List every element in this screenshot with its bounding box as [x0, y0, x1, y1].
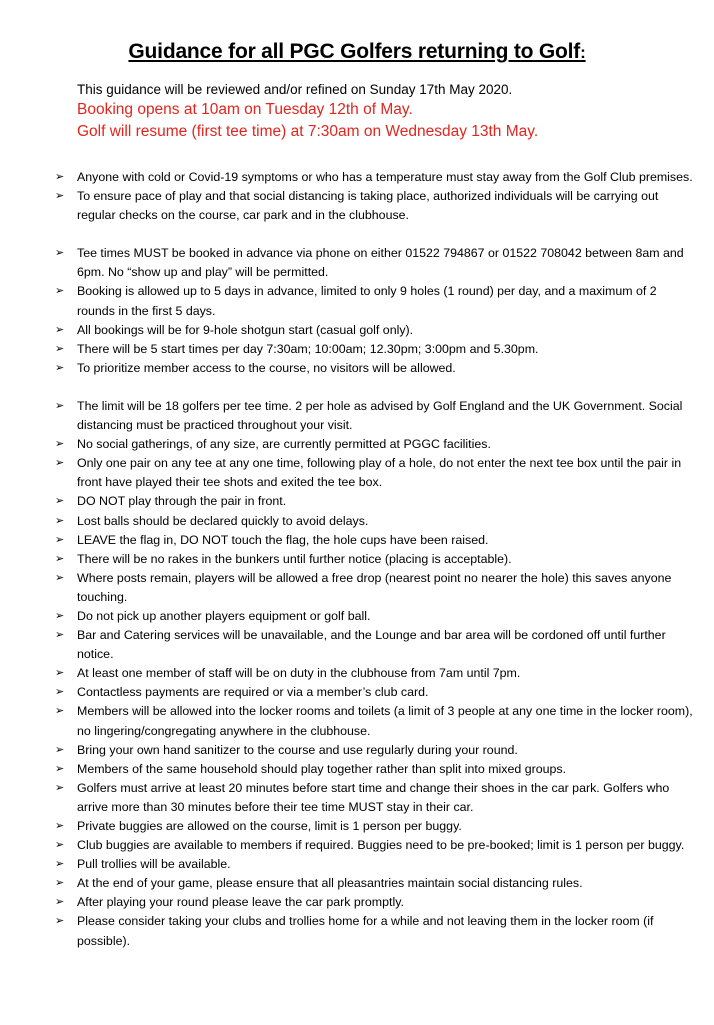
group-spacer — [55, 225, 695, 244]
guidance-item — [55, 607, 695, 626]
arrow-bullet-icon: ➢ — [55, 285, 65, 298]
guidance-item-text: Bar and Catering services will be unavailable, and the Lounge and bar area will be cordoned off until further notice. — [77, 628, 666, 662]
guidance-item-text: Please consider taking your clubs and trollies home for a while and not leaving them in the locker room (if possible). — [77, 914, 654, 948]
guidance-item-text: Contactless payments are required or via a member’s club card. — [77, 685, 429, 700]
guidance-item — [55, 817, 695, 836]
arrow-bullet-icon: ➢ — [55, 247, 65, 260]
guidance-item — [55, 626, 695, 664]
review-note: This guidance will be reviewed and/or refined on Sunday 17th May 2020. — [77, 82, 513, 97]
arrow-bullet-icon: ➢ — [55, 629, 65, 642]
guidance-item-text: To prioritize member access to the course, no visitors will be allowed. — [77, 360, 456, 375]
arrow-bullet-icon: ➢ — [55, 609, 65, 622]
arrow-bullet-icon: ➢ — [55, 552, 65, 565]
guidance-item-text: There will be no rakes in the bunkers until further notice (placing is acceptable). — [77, 551, 512, 566]
arrow-bullet-icon: ➢ — [55, 667, 65, 680]
guidance-item — [55, 664, 695, 683]
guidance-list — [55, 168, 695, 951]
group-spacer — [55, 378, 695, 397]
guidance-item — [55, 550, 695, 569]
guidance-item — [55, 359, 695, 378]
arrow-bullet-icon: ➢ — [55, 171, 65, 183]
arrow-bullet-icon: ➢ — [55, 495, 65, 508]
arrow-bullet-icon: ➢ — [55, 399, 65, 412]
guidance-item-text: No social gatherings, of any size, are currently permitted at PGGC facilities. — [77, 437, 491, 452]
guidance-item — [55, 492, 695, 511]
guidance-item — [55, 454, 695, 492]
guidance-item — [55, 741, 695, 760]
guidance-item — [55, 282, 695, 320]
page-title-text: Guidance for all PGC Golfers returning to Golf — [128, 40, 581, 63]
arrow-bullet-icon: ➢ — [55, 686, 65, 699]
guidance-item-text: There will be 5 start times per day 7:30am; 10:00am; 12.30pm; 3:00pm and 5.30pm. — [77, 341, 539, 356]
arrow-bullet-icon: ➢ — [55, 743, 65, 756]
guidance-item-text: Do not pick up another players equipment or golf ball. — [77, 608, 371, 623]
guidance-item — [55, 397, 695, 435]
guidance-item-text: Where posts remain, players will be allowed a free drop (nearest point no nearer the hole) this saves anyone touching. — [77, 570, 672, 604]
guidance-item — [55, 244, 695, 282]
arrow-bullet-icon: ➢ — [55, 877, 65, 890]
guidance-item-text: Tee times MUST be booked in advance via phone on either 01522 794867 or 01522 708042 between 8am and 6pm. No “show up and play” will be permitted. — [77, 246, 684, 280]
guidance-item — [55, 340, 695, 359]
guidance-item-text: At least one member of staff will be on duty in the clubhouse from 7am until 7pm. — [77, 666, 521, 681]
guidance-item — [55, 912, 695, 950]
guidance-item-text: Lost balls should be declared quickly to avoid delays. — [77, 513, 369, 528]
guidance-item — [55, 512, 695, 531]
guidance-item-text: Pull trollies will be available. — [77, 857, 231, 872]
guidance-item-text: Only one pair on any tee at any one time, following play of a hole, do not enter the next tee box until the pair in front have played their tee shots and exited the tee box. — [77, 456, 682, 490]
guidance-item-text: Private buggies are allowed on the course, limit is 1 person per buggy. — [77, 819, 462, 833]
intro-block — [77, 80, 697, 143]
guidance-item-text: Golfers must arrive at least 20 minutes before start time and change their shoes in the car park. Golfers who arrive more than 30 minutes before their tee time MUST stay in their car. — [77, 780, 670, 814]
guidance-item — [55, 836, 695, 855]
guidance-item — [55, 569, 695, 607]
booking-opens-notice: Booking opens at 10am on Tuesday 12th of May. — [77, 101, 413, 118]
arrow-bullet-icon: ➢ — [55, 781, 65, 794]
arrow-bullet-icon: ➢ — [55, 533, 65, 546]
arrow-bullet-icon: ➢ — [55, 342, 65, 355]
arrow-bullet-icon: ➢ — [55, 361, 65, 374]
guidance-item-text: To ensure pace of play and that social distancing is taking place, authorized individuals will be carrying out regular checks on the course, car park and in the clubhouse. — [77, 189, 659, 223]
guidance-item — [55, 435, 695, 454]
guidance-item — [55, 187, 695, 225]
guidance-item-text: Booking is allowed up to 5 days in advance, limited to only 9 holes (1 round) per day, and a maximum of 2 rounds in the first 5 days. — [77, 284, 657, 318]
guidance-item — [55, 874, 695, 893]
guidance-item-text: Anyone with cold or Covid-19 symptoms or who has a temperature must stay away from the Golf Club premises. — [77, 170, 693, 184]
guidance-item-text: Club buggies are available to members if required. Buggies need to be pre-booked; limit is 1 person per buggy. — [77, 838, 685, 853]
arrow-bullet-icon: ➢ — [55, 571, 65, 584]
guidance-item — [55, 683, 695, 702]
guidance-item-text: Members will be allowed into the locker rooms and toilets (a limit of 3 people at any one time in the locker room), no lingering/congregating anywhere in the clubhouse. — [77, 704, 693, 738]
guidance-item-text: Members of the same household should play together rather than split into mixed groups. — [77, 761, 567, 776]
guidance-item-text: All bookings will be for 9-hole shotgun start (casual golf only). — [77, 322, 414, 337]
guidance-item — [55, 168, 695, 187]
guidance-item — [55, 702, 695, 740]
arrow-bullet-icon: ➢ — [55, 323, 65, 336]
guidance-item-text: LEAVE the flag in, DO NOT touch the flag, the hole cups have been raised. — [77, 532, 489, 547]
guidance-item — [55, 855, 695, 874]
guidance-item-text: At the end of your game, please ensure that all pleasantries maintain social distancing rules. — [77, 876, 583, 891]
arrow-bullet-icon: ➢ — [55, 839, 65, 852]
guidance-item-text: The limit will be 18 golfers per tee time. 2 per hole as advised by Golf England and the UK Government. Social distancing must be practiced throughout your visit. — [77, 398, 683, 433]
guidance-item — [55, 893, 695, 912]
guidance-item — [55, 321, 695, 340]
arrow-bullet-icon: ➢ — [55, 457, 65, 470]
arrow-bullet-icon: ➢ — [55, 438, 65, 451]
arrow-bullet-icon: ➢ — [55, 762, 65, 775]
page-title-colon: : — [580, 43, 586, 62]
guidance-item-text: Bring your own hand sanitizer to the course and use regularly during your round. — [77, 742, 518, 757]
arrow-bullet-icon: ➢ — [55, 915, 65, 928]
arrow-bullet-icon: ➢ — [55, 514, 65, 527]
guidance-item-text: After playing your round please leave the car park promptly. — [77, 895, 404, 910]
guidance-item-text: DO NOT play through the pair in front. — [77, 494, 287, 509]
arrow-bullet-icon: ➢ — [55, 896, 65, 909]
guidance-item — [55, 779, 695, 817]
arrow-bullet-icon: ➢ — [55, 705, 65, 718]
page-title — [0, 40, 714, 64]
arrow-bullet-icon: ➢ — [55, 820, 65, 832]
arrow-bullet-icon: ➢ — [55, 858, 65, 871]
guidance-item — [55, 531, 695, 550]
guidance-item — [55, 760, 695, 779]
golf-resumes-notice: Golf will resume (first tee time) at 7:30am on Wednesday 13th May. — [77, 123, 539, 140]
arrow-bullet-icon: ➢ — [55, 190, 65, 203]
